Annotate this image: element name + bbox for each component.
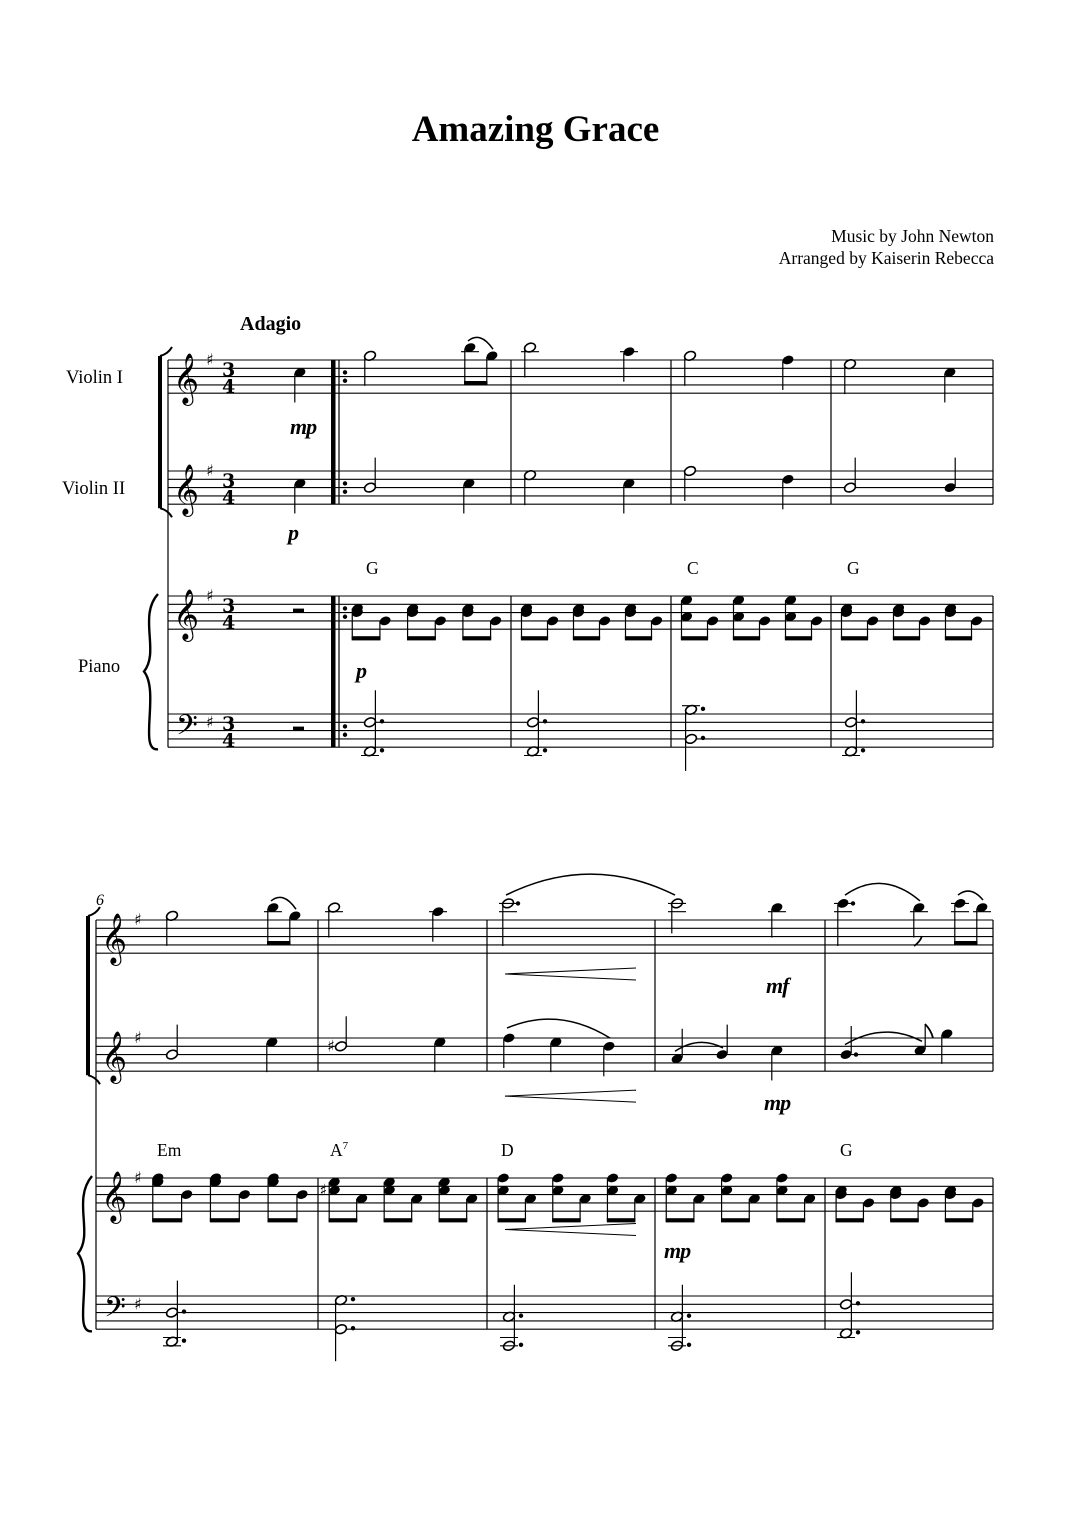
chord-symbol: Em: [157, 1140, 182, 1160]
treble-clef-icon: 𝄞: [173, 589, 200, 640]
beam: [776, 1218, 805, 1222]
dynamic-marking: mp: [664, 1238, 691, 1263]
beam: [733, 636, 760, 640]
crescendo-hairpin: [505, 1229, 636, 1235]
treble-clef-icon: 𝄞: [173, 464, 200, 515]
sharp-icon: ♯: [206, 350, 214, 369]
beam: [267, 941, 291, 945]
augmentation-dot: [343, 733, 347, 737]
augmentation-dot: [343, 481, 347, 485]
augmentation-dot: [856, 1330, 860, 1334]
chord-symbol: G: [366, 558, 379, 578]
instrument-label-violin1: Violin I: [66, 368, 123, 388]
crescendo-hairpin: [505, 1090, 636, 1096]
sharp-icon: ♯: [206, 712, 214, 732]
time-signature-bottom: 4: [222, 730, 236, 752]
augmentation-dot: [861, 719, 865, 723]
treble-clef-icon: 𝄞: [173, 353, 200, 404]
augmentation-dot: [182, 1309, 186, 1313]
chord-symbol: C: [687, 558, 699, 578]
augmentation-dot: [380, 719, 384, 723]
notehead: [839, 1298, 852, 1310]
dynamic-marking: mp: [290, 414, 317, 439]
augmentation-dot: [854, 1052, 858, 1056]
augmentation-dot: [519, 1314, 523, 1318]
time-signature-top: 3: [222, 595, 236, 617]
notehead: [526, 716, 539, 728]
treble-clef-icon: 𝄞: [101, 913, 128, 964]
chord-symbol: G: [847, 558, 860, 578]
beam: [268, 1218, 298, 1222]
beam: [893, 636, 920, 640]
beam: [552, 1218, 581, 1222]
augmentation-dot: [343, 379, 347, 383]
bass-clef-icon: 𝄢: [176, 709, 198, 749]
beam: [945, 1218, 974, 1222]
sharp-icon: ♯: [134, 910, 142, 929]
beam: [721, 1218, 750, 1222]
augmentation-dot: [351, 1297, 355, 1301]
beam: [439, 1218, 468, 1222]
notehead: [363, 716, 376, 728]
half-rest-icon: [293, 727, 304, 731]
augmentation-dot: [543, 719, 547, 723]
beam: [352, 636, 381, 640]
composer-credit: Music by John Newton: [831, 226, 994, 246]
notehead: [334, 1323, 347, 1335]
crescendo-hairpin: [505, 968, 636, 974]
augmentation-dot: [343, 370, 347, 374]
time-signature-top: 3: [222, 470, 236, 492]
sharp-icon: ♯: [319, 1180, 328, 1200]
slur: [845, 883, 920, 901]
chord-symbol: $A^7$: [330, 1140, 349, 1160]
beam: [945, 636, 972, 640]
time-signature-top: 3: [222, 359, 236, 381]
piano-brace: [78, 1176, 92, 1331]
chord-symbol: D: [501, 1140, 514, 1160]
instrument-label-violin2: Violin II: [62, 479, 126, 499]
beam: [498, 1218, 527, 1222]
augmentation-dot: [343, 490, 347, 494]
sharp-icon: ♯: [134, 1028, 142, 1047]
sharp-icon: ♯: [206, 461, 214, 480]
bracket-hook: [88, 907, 100, 916]
beam: [836, 1218, 865, 1222]
time-signature-bottom: 4: [222, 376, 236, 398]
time-signature-bottom: 4: [222, 487, 236, 509]
notehead: [844, 716, 857, 728]
chord-symbol: G: [840, 1140, 853, 1160]
bracket-hook: [88, 1075, 100, 1084]
beam: [681, 636, 708, 640]
sharp-icon: ♯: [134, 1168, 142, 1187]
augmentation-dot: [182, 1338, 186, 1342]
half-rest-icon: [293, 609, 304, 613]
augmentation-dot: [343, 615, 347, 619]
beam: [521, 636, 548, 640]
crescendo-hairpin: [505, 974, 636, 980]
slur: [506, 874, 675, 895]
beam: [210, 1218, 240, 1222]
beam: [384, 1218, 413, 1222]
flag: [925, 1024, 933, 1038]
dynamic-marking: mf: [766, 973, 789, 998]
augmentation-dot: [701, 707, 705, 711]
slur: [958, 891, 983, 900]
beam: [954, 941, 978, 945]
sharp-icon: ♯: [134, 1294, 142, 1314]
augmentation-dot: [856, 1301, 860, 1305]
ensemble-bracket: [158, 356, 162, 508]
treble-clef-icon: 𝄞: [101, 1031, 128, 1082]
augmentation-dot: [701, 736, 705, 740]
instrument-label-piano: Piano: [78, 657, 121, 677]
sharp-icon: ♯: [327, 1036, 335, 1056]
beam: [464, 381, 488, 385]
treble-clef-icon: 𝄞: [101, 1171, 128, 1222]
beam: [573, 636, 600, 640]
augmentation-dot: [543, 748, 547, 752]
bracket-hook: [160, 508, 172, 517]
notehead: [165, 1307, 178, 1319]
augmentation-dot: [343, 606, 347, 610]
beam: [666, 1218, 695, 1222]
tempo-marking: Adagio: [240, 313, 302, 335]
crescendo-hairpin: [505, 1223, 636, 1229]
time-signature-bottom: 4: [222, 612, 236, 634]
piano-brace: [144, 594, 158, 749]
augmentation-dot: [351, 1326, 355, 1330]
dynamic-marking: p: [288, 520, 298, 545]
ensemble-bracket: [86, 916, 90, 1075]
beam: [152, 1218, 182, 1222]
notehead: [684, 733, 697, 745]
time-signature-top: 3: [222, 713, 236, 735]
repeat-thick-bar: [331, 596, 336, 747]
augmentation-dot: [380, 748, 384, 752]
bracket-hook: [160, 347, 172, 356]
sharp-icon: ♯: [206, 586, 214, 605]
score-title: Amazing Grace: [411, 109, 660, 150]
slur: [507, 1019, 610, 1038]
measure-number: 6: [96, 892, 104, 909]
augmentation-dot: [687, 1343, 691, 1347]
augmentation-dot: [861, 748, 865, 752]
augmentation-dot: [687, 1314, 691, 1318]
augmentation-dot: [343, 724, 347, 728]
beam: [890, 1218, 919, 1222]
beam: [407, 636, 436, 640]
beam: [607, 1218, 636, 1222]
beam: [841, 636, 868, 640]
beam: [462, 636, 491, 640]
dynamic-marking: mp: [764, 1090, 791, 1115]
beam: [785, 636, 812, 640]
beam: [625, 636, 652, 640]
beam: [329, 1218, 358, 1222]
repeat-thick-bar: [331, 360, 336, 504]
augmentation-dot: [519, 1343, 523, 1347]
bass-clef-icon: 𝄢: [104, 1291, 126, 1331]
dynamic-marking: p: [356, 658, 366, 683]
arranger-credit: Arranged by Kaiserin Rebecca: [778, 248, 994, 268]
crescendo-hairpin: [505, 1096, 636, 1102]
